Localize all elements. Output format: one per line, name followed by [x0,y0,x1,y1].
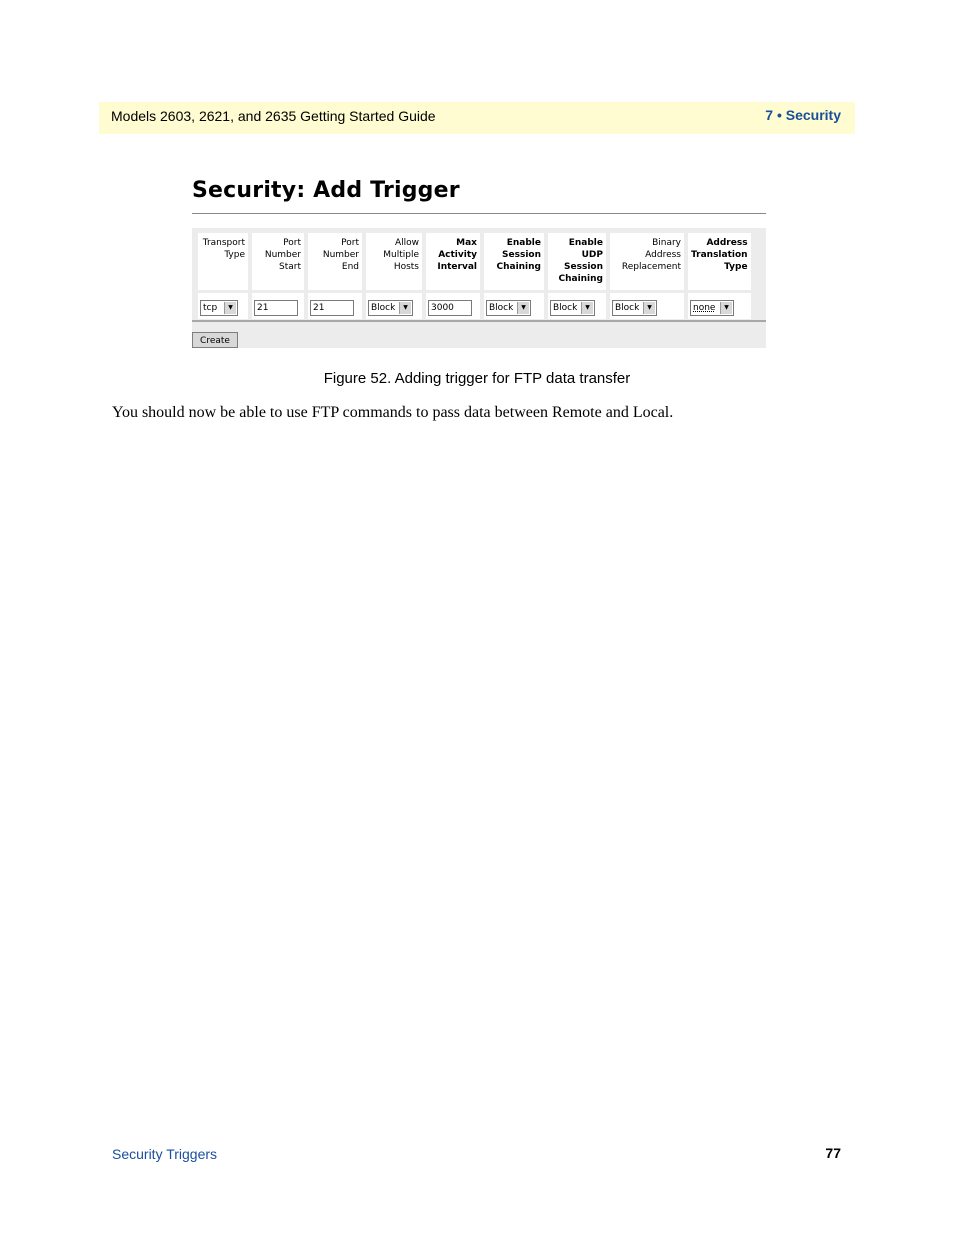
enable-session-chaining-value: Block [489,302,514,313]
column-header: Port Number End [308,233,362,290]
column-header: Enable Session Chaining [484,233,544,290]
port-end-cell [308,293,362,319]
title-divider [192,213,766,214]
enable-session-chaining-select[interactable] [486,300,531,316]
binary-address-replacement-select[interactable] [612,300,657,316]
dropdown-arrow-icon: ▼ [399,302,411,314]
address-translation-type-cell [688,293,751,319]
binary-address-replacement-cell [610,293,684,319]
body-paragraph: You should now be able to use FTP commands to pass data between Remote and Local. [112,404,674,421]
transport-type-value: tcp [203,302,218,313]
page-number: 77 [825,1145,841,1161]
column-header: Allow Multiple Hosts [366,233,422,290]
column-header: Max Activity Interval [426,233,480,290]
binary-address-replacement-value: Block [615,302,640,313]
column-header: Port Number Start [252,233,304,290]
allow-multiple-hosts-select[interactable] [368,300,413,316]
dropdown-arrow-icon: ▼ [720,302,732,314]
trigger-table [194,230,755,322]
address-translation-type-value: none [693,302,716,313]
guide-title: Models 2603, 2621, and 2635 Getting Started Guide [111,108,436,124]
trigger-form [192,228,766,322]
footer-section-name: Security Triggers [112,1146,218,1162]
column-header: Address Translation Type [688,233,751,290]
address-translation-type-select[interactable] [690,300,734,316]
allow-multiple-hosts-value: Block [371,302,396,313]
transport-type-cell [198,293,248,319]
button-bar [192,322,766,348]
column-header: Binary Address Replacement [610,233,684,290]
max-activity-interval-cell [426,293,480,319]
figure-caption: Figure 52. Adding trigger for FTP data transfer [323,370,631,387]
max-activity-interval-input[interactable]: 3000 [428,300,472,316]
chapter-label: 7 • Security [765,107,841,123]
dropdown-arrow-icon: ▼ [517,302,529,314]
column-header: Enable UDP Session Chaining [548,233,606,290]
dropdown-arrow-icon: ▼ [643,302,655,314]
figure-title: Security: Add Trigger [192,178,460,203]
enable-udp-session-chaining-value: Block [553,302,578,313]
dropdown-arrow-icon: ▼ [224,302,236,314]
column-header: Transport Type [198,233,248,290]
header-row [198,233,751,290]
dropdown-arrow-icon: ▼ [581,302,593,314]
enable-udp-session-chaining-select[interactable] [550,300,595,316]
enable-udp-session-chaining-cell [548,293,606,319]
port-start-cell [252,293,304,319]
input-row [198,293,751,319]
transport-type-select[interactable] [200,300,238,316]
port-start-input[interactable]: 21 [254,300,298,316]
enable-session-chaining-cell [484,293,544,319]
port-end-input[interactable]: 21 [310,300,354,316]
page-header [99,102,855,134]
create-button[interactable]: Create [192,332,238,348]
allow-multiple-hosts-cell [366,293,422,319]
